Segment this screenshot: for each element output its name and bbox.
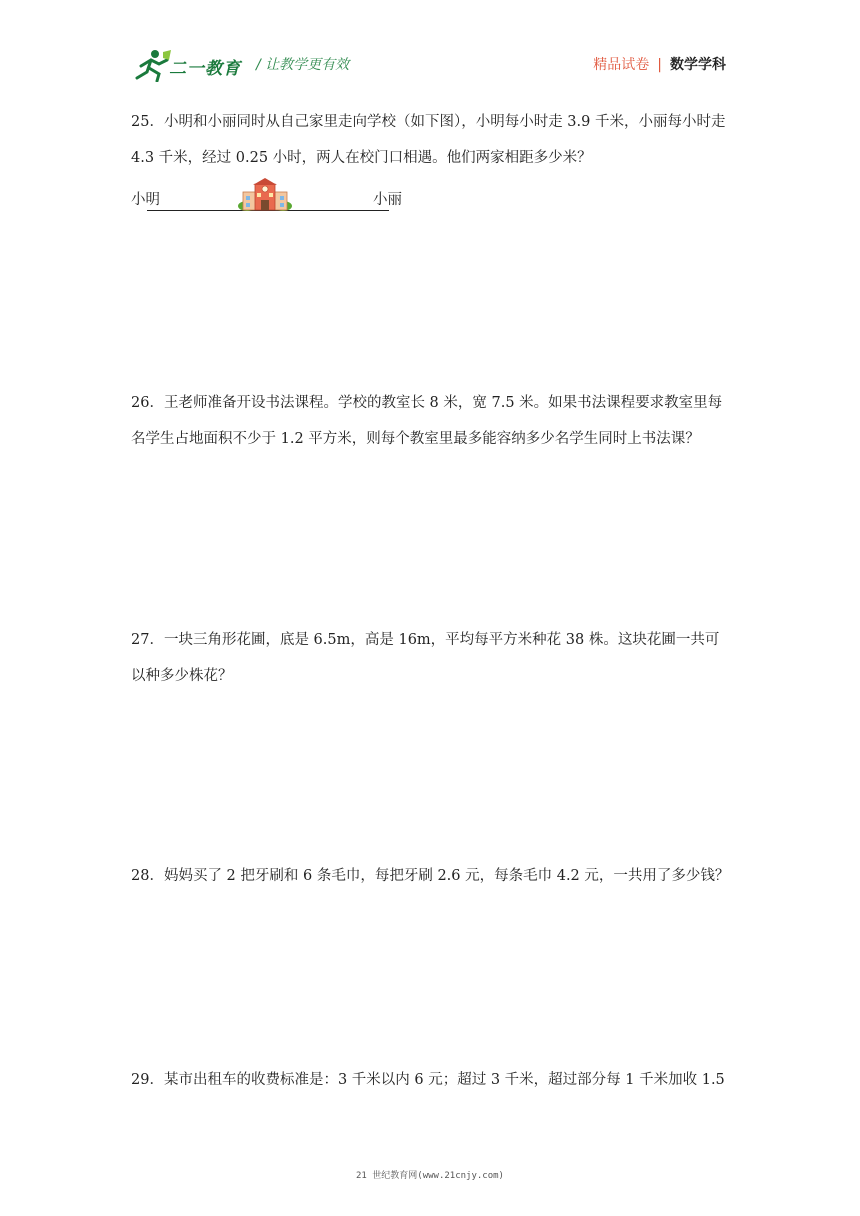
subject-tag: 数学学科 <box>670 57 726 73</box>
question-26: 26．王老师准备开设书法课程。学校的教室长 8 米，宽 7.5 米。如果书法课程要求教室里每名学生占地面积不少于 1.2 平方米，则每个教室里最多能容纳多少名学生同时上书法课？ <box>131 395 723 447</box>
page-header <box>0 0 860 90</box>
logo <box>133 48 243 82</box>
question-25: 25．小明和小丽同时从自己家里走向学校（如下图），小明每小时走 3.9 千米，小丽每小时走 4.3 千米，经过 0.25 小时，两人在校门口相遇。他们两家相距多少米？ <box>131 114 726 166</box>
school-building-icon <box>237 178 293 212</box>
page-footer: 21 世纪教育网(www.21cnjy.com) <box>356 1171 504 1181</box>
diagram-left-label: 小明 <box>131 192 160 208</box>
question-28: 28．妈妈买了 2 把牙刷和 6 条毛巾，每把牙刷 2.6 元，每条毛巾 4.2 元，一共用了多少钱？ <box>131 868 730 884</box>
paper-type-tag: 精品试卷 <box>593 57 650 73</box>
runner-logo-icon <box>133 48 173 82</box>
distance-diagram <box>131 176 421 220</box>
logo-text: 二一教育 <box>169 59 241 79</box>
diagram-right-label: 小丽 <box>373 192 402 208</box>
header-tags <box>593 54 726 74</box>
question-27: 27．一块三角形花圃，底是 6.5m，高是 16m，平均每平方米种花 38 株。这块花圃一共可以种多少株花？ <box>131 632 720 684</box>
header-separator: | <box>657 57 662 73</box>
slogan: / 让教学更有效 <box>256 57 350 73</box>
question-29: 29．某市出租车的收费标准是：3 千米以内 6 元；超过 3 千米，超过部分每 1 千米加收 1.5 <box>131 1072 725 1088</box>
